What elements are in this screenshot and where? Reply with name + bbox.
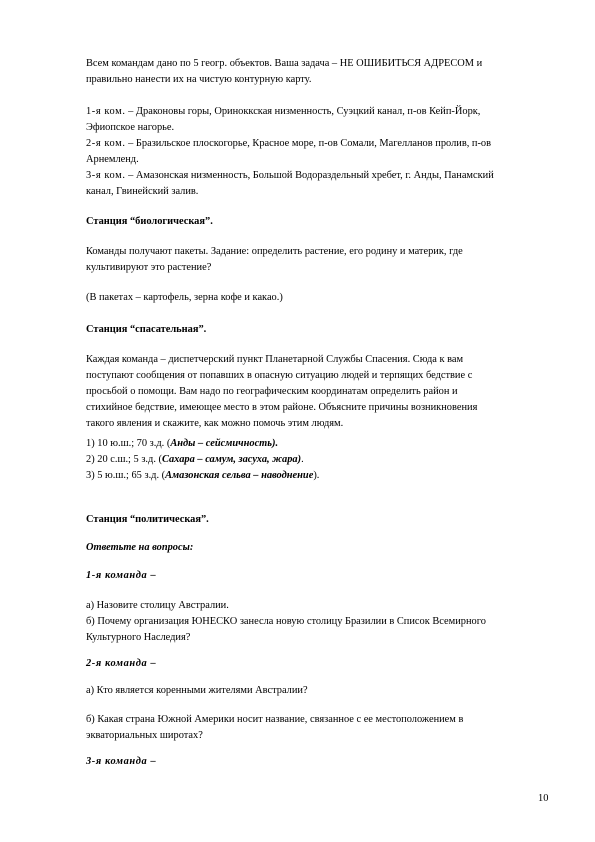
rescue-item-answer: Сахара – самум, засуха, жара) (161, 454, 302, 465)
rescue-item-coords: 1) 10 ю.ш.; 70 з.д. ( (86, 438, 171, 449)
question-b: б) Какая страна Южной Америки носит название, связанное с ее местоположением в (86, 714, 464, 725)
team-2-objects: – Бразильское плоскогорье, Красное море, п-ов Сомали, Магелланов пролив, п-ов (125, 138, 492, 149)
political-team-2-question-b (86, 712, 556, 744)
question-b-cont: экваториальных широтах? (86, 730, 203, 741)
political-station-title: Станция “политическая”. (86, 514, 209, 525)
page-number: 10 (538, 793, 549, 804)
team-1-assignment (86, 104, 556, 136)
rescue-item-3 (86, 470, 319, 481)
bio-station-note: (В пакетах – картофель, зерна кофе и какао.) (86, 292, 283, 303)
intro-paragraph (86, 56, 556, 88)
team-3-objects-cont: канал, Гвинейский залив. (86, 186, 199, 197)
rescue-text-line: просьбой о помощи. Вам надо по географическим координатам определить район и (86, 386, 458, 397)
question-b-cont: Культурного Наследия? (86, 632, 191, 643)
rescue-text-line: стихийное бедствие, имеющее место в этом районе. Объясните причины возникновения (86, 402, 478, 413)
rescue-item-answer: Амазонская сельва – наводнение (165, 470, 314, 481)
team-3-label: 3-я ком. (86, 170, 126, 181)
question-b: б) Почему организация ЮНЕСКО занесла новую столицу Бразилии в Список Всемирного (86, 616, 486, 627)
team-2-label: 2-я ком. (86, 138, 126, 149)
rescue-text-line: Каждая команда – диспетчерский пункт Планетарной Службы Спасения. Сюда к вам (86, 354, 464, 365)
rescue-item-coords: 3) 5 ю.ш.; 65 з.д. ( (86, 470, 166, 481)
rescue-station-text (86, 352, 556, 432)
bio-task-line-2: культивируют это растение? (86, 262, 212, 273)
political-team-2-heading: 2-я команда – (86, 658, 157, 669)
political-team-1-questions (86, 598, 556, 646)
team-1-label: 1-я ком. (86, 106, 126, 117)
political-prompt: Ответьте на вопросы: (86, 542, 194, 553)
team-3-assignment (86, 168, 556, 200)
rescue-item-answer: Анды – сейсмичность). (170, 438, 279, 449)
rescue-text-line: поступают сообщения от попавших в опасную ситуацию людей и терпящих бедствие с (86, 370, 473, 381)
team-2-objects-cont: Арнемленд. (86, 154, 139, 165)
bio-station-title: Станция “биологическая”. (86, 216, 213, 227)
question-a: а) Назовите столицу Австралии. (86, 600, 229, 611)
rescue-item-end: . (301, 454, 304, 465)
rescue-station-title: Станция “спасательная”. (86, 324, 207, 335)
team-1-objects-cont: Эфиопское нагорье. (86, 122, 175, 133)
political-team-3-heading: 3-я команда – (86, 756, 157, 767)
team-2-assignment (86, 136, 556, 168)
bio-task-line-1: Команды получают пакеты. Задание: определить растение, его родину и материк, где (86, 246, 463, 257)
rescue-text-line: такого явления и скажите, как можно помочь этим людям. (86, 418, 344, 429)
rescue-item-coords: 2) 20 с.ш.; 5 з.д. ( (86, 454, 162, 465)
rescue-item-end: ). (313, 470, 320, 481)
team-3-objects: – Амазонская низменность, Большой Водораздельный хребет, г. Анды, Панамский (125, 170, 494, 181)
political-team-1-heading: 1-я команда – (86, 570, 157, 581)
intro-line-2: правильно нанести их на чистую контурную карту. (86, 74, 312, 85)
rescue-item-2 (86, 454, 304, 465)
intro-line-1: Всем командам дано по 5 геогр. объектов. Ваша задача – НЕ ОШИБИТЬСЯ АДРЕСОМ и (86, 58, 483, 69)
rescue-item-1 (86, 438, 278, 449)
bio-station-task (86, 244, 556, 276)
team-1-objects: – Драконовы горы, Ориноккская низменность, Суэцкий канал, п-ов Кейп-Йорк, (125, 106, 481, 117)
political-team-2-question-a: а) Кто является коренными жителями Австралии? (86, 685, 308, 696)
rescue-items (86, 436, 556, 484)
